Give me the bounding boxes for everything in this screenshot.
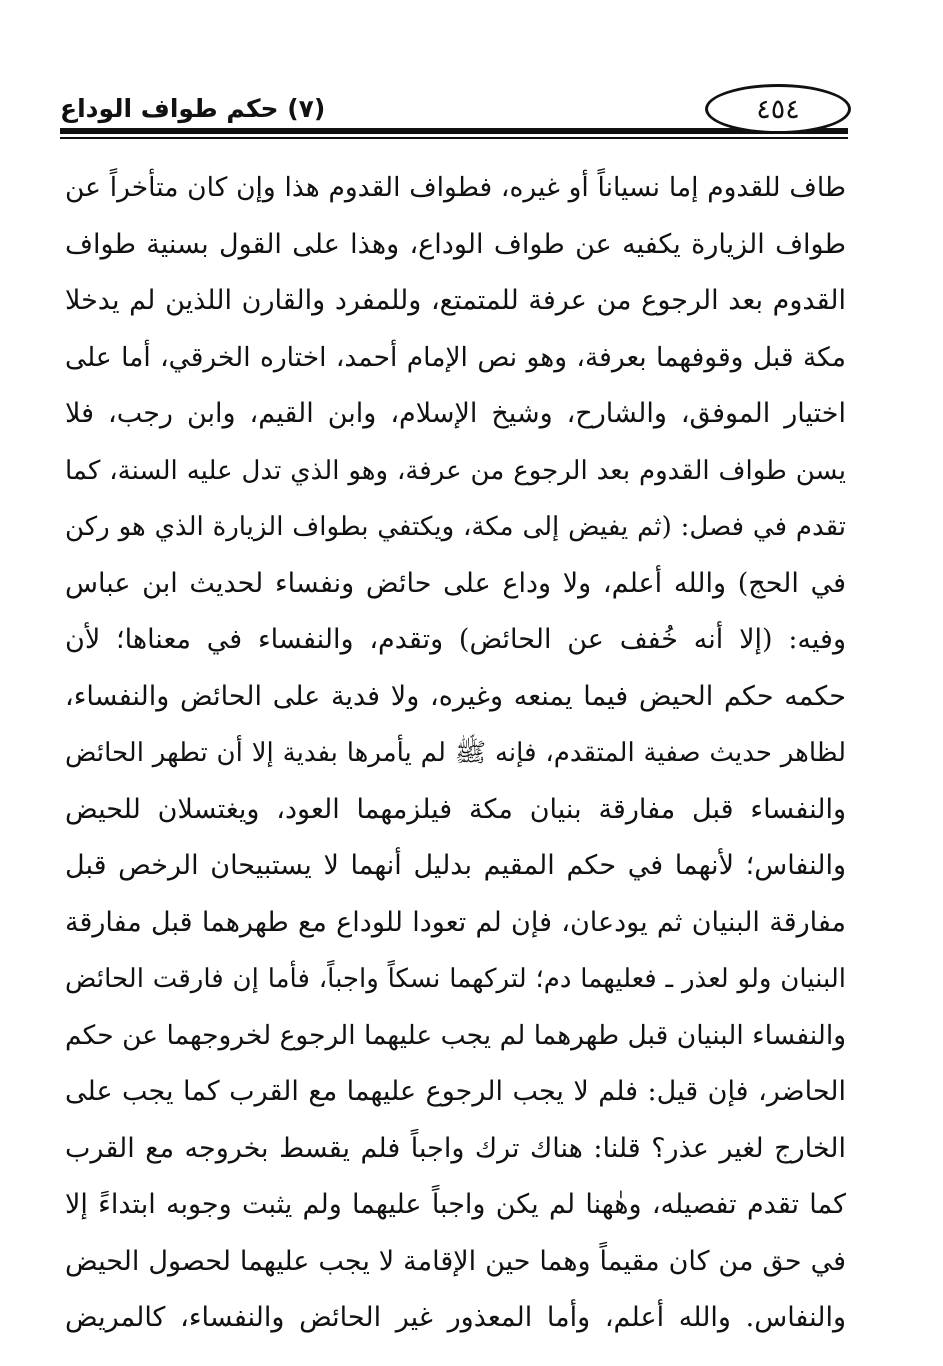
text-line: والنفساء البنيان قبل طهرهما لم يجب عليهما الرجوع لخروجهما عن حكم [65,1019,846,1051]
header-rule-thin [60,137,848,139]
text-line: البنيان ولو لعذر ـ فعليهما دم؛ لتركهما نسكاً واجباً، فأما إن فارقت الحائض [65,964,846,994]
text-line: طواف الزيارة يكفيه عن طواف الوداع، وهذا على القول بسنية طواف [65,228,846,260]
text-line: اختيار الموفق، والشارح، وشيخ الإسلام، وابن القيم، وابن رجب، فلا [65,398,846,429]
text-line: في الحج) والله أعلم، ولا وداع على حائض ونفساء لحديث ابن عباس [65,567,846,599]
text-line: في حق من كان مقيماً وهما حين الإقامة لا يجب عليهما لحصول الحيض [65,1245,846,1277]
text-line: والنفساء قبل مفارقة بنيان مكة فيلزمهما العود، ويغتسلان للحيض [65,793,846,825]
text-line: لظاهر حديث صفية المتقدم، فإنه ﷺ لم يأمرها بفدية إلا أن تطهر الحائض [65,738,846,768]
text-line: الخارج لغير عذر؟ قلنا: هناك ترك واجباً فلم يقسط بخروجه مع القرب [65,1132,846,1164]
body-text [65,160,846,1347]
text-line: وفيه: (إلا أنه خُفف عن الحائض) وتقدم، والنفساء في معناها؛ لأن [65,624,846,655]
text-line: حكمه حكم الحيض فيما يمنعه وغيره، ولا فدية على الحائض والنفساء، [65,680,846,712]
header-rule-thick [60,128,848,134]
text-line: مفارقة البنيان ثم يودعان، فإن لم تعودا للوداع مع طهرهما قبل مفارقة [65,906,846,938]
text-line: مكة قبل وقوفهما بعرفة، وهو نص الإمام أحمد، اختاره الخرقي، أما على [65,341,846,373]
text-line: والنفاس. والله أعلم، وأما المعذور غير الحائض والنفساء، كالمريض [65,1302,846,1333]
chapter-title: (٧) حكم طواف الوداع [60,94,326,123]
text-line: والنفاس؛ لأنهما في حكم المقيم بدليل أنهما لا يستبيحان الرخص قبل [65,850,846,881]
text-line: الحاضر، فإن قيل: فلم لا يجب الرجوع عليهما مع القرب كما يجب على [65,1076,846,1107]
page-number-oval [705,84,851,134]
text-line: كما تقدم تفصيله، وهٰهنا لم يكن واجباً عليهما ولم يثبت وجوبه ابتداءً إلا [65,1189,846,1220]
page-number: ٤٥٤ [756,93,800,125]
text-line: تقدم في فصل: (ثم يفيض إلى مكة، ويكتفي بطواف الزيارة الذي هو ركن [65,512,846,542]
text-line: القدوم بعد الرجوع من عرفة للمتمتع، وللمفرد والقارن اللذين لم يدخلا [65,285,846,316]
text-line: يسن طواف القدوم بعد الرجوع من عرفة، وهو الذي تدل عليه السنة، كما [65,455,846,486]
page-header [60,84,848,146]
text-line: طاف للقدوم إما نسياناً أو غيره، فطواف القدوم هذا وإن كان متأخراً عن [65,172,846,203]
